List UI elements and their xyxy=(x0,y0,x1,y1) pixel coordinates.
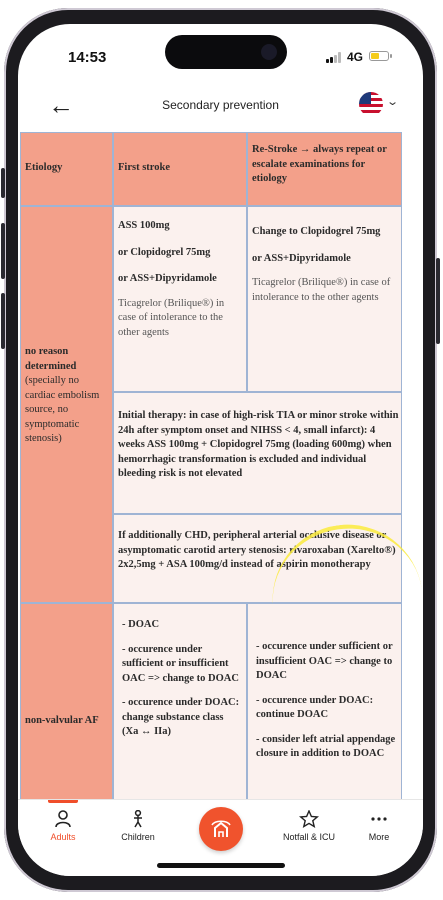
etiology-af xyxy=(20,603,113,799)
tab-children[interactable] xyxy=(103,810,173,842)
tab-label: More xyxy=(368,832,390,842)
tab-notfall-icu[interactable] xyxy=(274,810,344,842)
active-tab-indicator xyxy=(48,800,78,803)
header-first-stroke: First stroke xyxy=(113,132,247,206)
initial-therapy-cell xyxy=(113,392,402,514)
page-title: Secondary prevention xyxy=(162,98,279,112)
child-icon xyxy=(128,810,148,828)
list-item: - DOAC xyxy=(122,619,160,630)
star-icon xyxy=(299,810,319,828)
list-item: or ASS+Dipyridamole xyxy=(118,273,217,284)
status-time: 14:53 xyxy=(68,49,107,66)
prevention-table xyxy=(18,132,423,799)
header-etiology: Etiology xyxy=(20,132,113,206)
list-item: - occurence under sufficient or insufficient OAC => change to DOAC xyxy=(122,643,239,684)
tab-more[interactable] xyxy=(344,810,414,842)
tab-label: Adults xyxy=(50,832,76,842)
tab-label: Notfall & ICU xyxy=(282,832,335,842)
list-item: or ASS+Dipyridamole xyxy=(252,252,351,264)
initial-therapy-text: Initial therapy: in case of high-risk TIA or minor stroke within 24h after symptom onset and NIHSS < 4, small infarct): 4 weeks ASS 100mg + Clopidogrel 75mg (loading 600mg) when hemorrhagic transformation is excluded and individual bleeding risk is not elevated xyxy=(118,410,399,479)
tab-adults[interactable] xyxy=(28,810,98,842)
list-item: ASS 100mg xyxy=(118,220,170,231)
more-icon xyxy=(369,810,389,828)
power-button xyxy=(436,258,440,344)
home-indicator[interactable] xyxy=(157,863,285,868)
list-item: - consider left atrial appendage closure in addition to DOAC xyxy=(256,733,396,759)
first-stroke-cell xyxy=(113,206,247,392)
phone-frame xyxy=(4,8,437,892)
etiology-no-reason-detail: (specially no cardiac embolism source, no symptomatic stenosis) xyxy=(25,375,100,444)
volume-down-button xyxy=(1,293,5,349)
chd-note-text: If additionally CHD, peripheral arterial occlusive disease or asymptomatic carotid artery stenosis: rivaroxaban (Xarelto®) 2x2,5mg + ASA 100mg/d instead of aspirin monotherapy xyxy=(118,530,396,570)
ticagrelor-note: Ticagrelor (Brilique®) in case of intolerance to the other agents xyxy=(118,297,225,338)
person-icon xyxy=(53,810,73,828)
us-flag-icon[interactable] xyxy=(359,92,383,116)
ticagrelor-note: Ticagrelor (Brilique®) in case of intolerance to the other agents xyxy=(252,277,391,303)
header-restroke: Re-Stroke → always repeat or escalate examinations for etiology xyxy=(247,132,402,206)
etiology-no-reason xyxy=(20,206,113,603)
network-type: 4G xyxy=(347,50,364,64)
list-item: - occurence under DOAC: continue DOAC xyxy=(256,694,374,720)
home-icon xyxy=(209,817,233,841)
dynamic-island xyxy=(165,35,287,69)
chevron-down-icon[interactable]: ⌄ xyxy=(386,96,400,108)
list-item: or Clopidogrel 75mg xyxy=(118,246,211,258)
battery-icon xyxy=(369,51,389,61)
etiology-af-label: non-valvular AF xyxy=(25,715,99,726)
back-arrow-icon[interactable]: ← xyxy=(48,90,74,120)
list-item: - occurence under sufficient or insufficient OAC => change to DOAC xyxy=(256,641,393,681)
tab-label: Children xyxy=(121,832,155,842)
screen xyxy=(18,24,423,876)
volume-up-button xyxy=(1,223,5,279)
af-first-stroke-cell xyxy=(113,603,247,799)
list-item: Change to Clopidogrel 75mg xyxy=(252,226,381,237)
nav-bar xyxy=(18,86,423,126)
signal-icon xyxy=(326,52,342,63)
mute-switch xyxy=(1,168,5,198)
etiology-no-reason-title: no reason determined xyxy=(25,346,77,372)
list-item: - occurence under DOAC: change substance class (Xa ↔ IIa) xyxy=(122,697,240,737)
restroke-cell xyxy=(247,206,402,392)
home-button[interactable] xyxy=(199,807,243,851)
af-restroke-cell xyxy=(247,603,402,799)
